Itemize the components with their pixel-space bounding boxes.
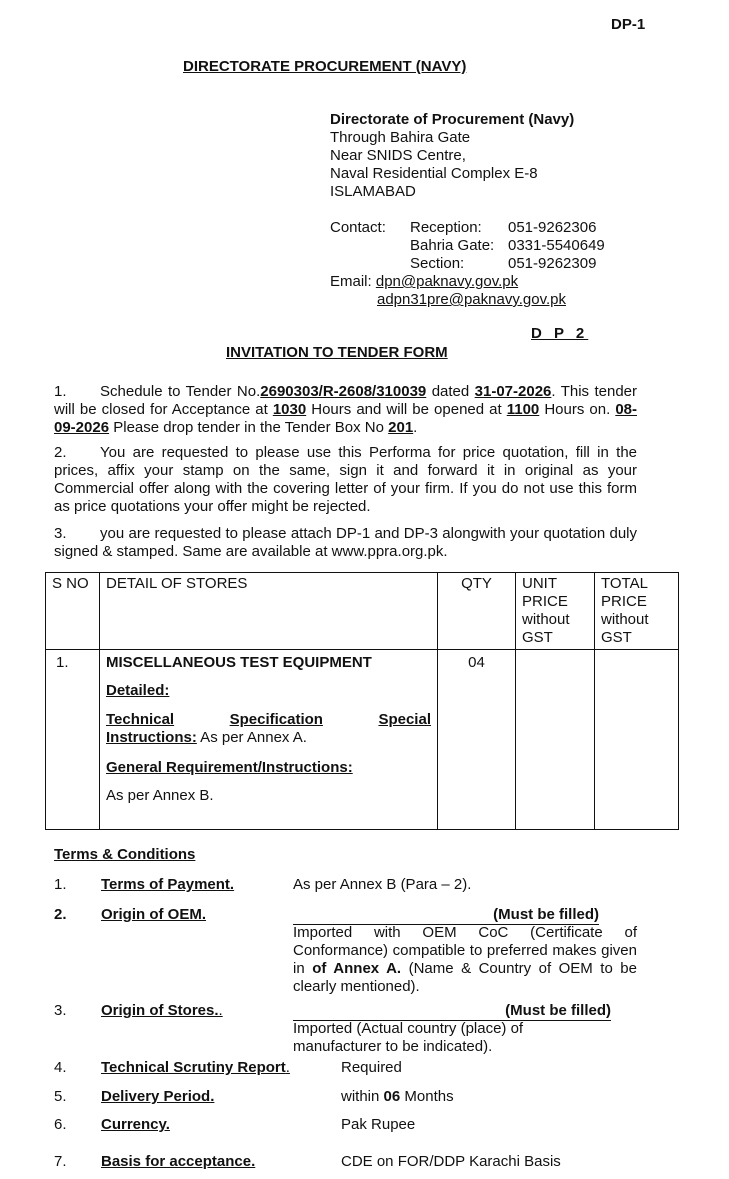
address-line: Naval Residential Complex E-8 [330, 165, 538, 182]
opening-date: 08-09-2026 [54, 401, 637, 436]
term-value-bold: of Annex A. [312, 960, 402, 977]
tech-spec-word: Technical [106, 711, 175, 728]
address-line: Near SNIDS Centre, [330, 147, 466, 164]
term-label: Currency. [101, 1116, 170, 1133]
row-qty: 04 [438, 650, 516, 830]
paragraph-2 [54, 444, 637, 516]
must-be-filled-note: (Must be filled) [493, 906, 599, 923]
contact-key: Bahria Gate: [410, 237, 495, 254]
tech-spec-word: Specification [229, 711, 323, 728]
table-row [46, 650, 679, 830]
item-name: MISCELLANEOUS TEST EQUIPMENT [106, 654, 372, 671]
term-value [293, 924, 637, 996]
term-value: CDE on FOR/DDP Karachi Basis [341, 1153, 561, 1170]
contact-key: Reception: [410, 219, 482, 236]
must-be-filled-note: (Must be filled) [505, 1002, 611, 1019]
term-number: 1. [54, 876, 67, 893]
column-header-sno: S NO [46, 573, 100, 650]
paragraph-1 [54, 383, 637, 437]
term-value: Imported (Actual country (place) of manufacturer to be indicated). [293, 1020, 524, 1055]
header-line: PRICE [522, 593, 568, 610]
paragraph-number: 1. [54, 383, 67, 400]
term-value [341, 1088, 454, 1106]
term-label: Terms of Payment. [101, 876, 235, 893]
term-value: Pak Rupee [341, 1116, 416, 1133]
column-header-total-price [595, 573, 679, 650]
form-code: D P 2 [531, 325, 589, 342]
row-sno: 1. [46, 650, 100, 830]
oem-origin-field[interactable] [293, 906, 599, 925]
column-header-qty: QTY [438, 573, 516, 650]
term-value-text: Months [400, 1088, 454, 1105]
tech-spec-value: As per Annex A. [196, 729, 307, 746]
email-link-secondary[interactable]: adpn31pre@paknavy.gov.pk [377, 291, 566, 308]
contact-value: 051-9262309 [508, 255, 597, 272]
para-text: Hours and will be opened at [306, 401, 507, 418]
term-value-text: Imported with OEM CoC (Certificate of Conformance) compatible to preferred makes given in [293, 924, 637, 977]
opening-time: 1100 [506, 401, 540, 418]
term-label: Origin of OEM. [101, 906, 206, 923]
paragraph-number: 2. [54, 444, 67, 461]
tender-date: 31-07-2026 [474, 383, 552, 400]
term-label-text: Origin of Stores. [101, 1002, 219, 1019]
term-label-suffix: . [218, 1002, 223, 1019]
header-line: without [601, 611, 649, 628]
terms-title: Terms & Conditions [54, 846, 196, 863]
term-value: Required [341, 1059, 402, 1076]
email-link-primary[interactable]: dpn@paknavy.gov.pk [375, 273, 519, 290]
term-number: 5. [54, 1088, 67, 1105]
tender-box-number: 201 [388, 419, 414, 436]
paragraph-3 [54, 525, 637, 561]
column-header-detail: DETAIL OF STORES [100, 573, 438, 650]
address-line: Through Bahira Gate [330, 129, 471, 146]
term-value-bold: 06 [383, 1088, 401, 1105]
term-label: Basis for acceptance. [101, 1153, 256, 1170]
header-line: PRICE [601, 593, 647, 610]
para-text: you are requested to please attach DP-1 and DP-3 alongwith your quotation duly signed & stamped. Same are available at www.ppra.org.pk. [54, 525, 637, 560]
tech-spec-word: Instructions: [106, 729, 197, 746]
header-line: TOTAL [601, 575, 648, 592]
general-requirement-label: General Requirement/Instructions: [106, 759, 353, 776]
term-label: Delivery Period. [101, 1088, 215, 1105]
contact-value: 0331-5540649 [508, 237, 605, 254]
header-title: DIRECTORATE PROCUREMENT (NAVY) [183, 58, 467, 75]
tech-spec-word: Special [378, 711, 431, 728]
stores-origin-field[interactable] [293, 1002, 611, 1021]
term-number: 7. [54, 1153, 67, 1170]
contact-key: Section: [410, 255, 465, 272]
header-line: GST [601, 629, 632, 646]
closing-time: 1030 [272, 401, 307, 418]
para-text: . This tender will be closed for Acceptance at [54, 383, 638, 418]
tech-spec-line [106, 711, 431, 729]
row-unit-price[interactable] [516, 650, 595, 830]
email-block [330, 273, 566, 309]
document-code: DP-1 [611, 16, 646, 33]
para-text: Hours on. [539, 401, 616, 418]
contact-value: 051-9262306 [508, 219, 597, 236]
tender-number: 2690303/R-2608/310039 [260, 383, 427, 400]
row-detail [100, 650, 438, 830]
tech-spec-value-line [106, 729, 431, 747]
general-requirement-value: As per Annex B. [106, 787, 214, 804]
header-line: GST [522, 629, 553, 646]
term-value-text: (Name & Country of OEM to be clearly mentioned). [293, 960, 637, 995]
term-label [101, 1059, 290, 1077]
para-text: Please drop tender in the Tender Box No [109, 419, 389, 436]
address-line: ISLAMABAD [330, 183, 416, 200]
contact-label: Contact: [330, 219, 386, 236]
paragraph-number: 3. [54, 525, 67, 542]
header-line: UNIT [522, 575, 557, 592]
stores-table [45, 572, 679, 830]
email-label: Email: [330, 273, 372, 290]
address-block [330, 111, 574, 201]
row-total-price[interactable] [595, 650, 679, 830]
term-value: As per Annex B (Para – 2). [293, 876, 472, 893]
term-number: 4. [54, 1059, 67, 1076]
term-number: 6. [54, 1116, 67, 1133]
header-line: without [522, 611, 570, 628]
term-label [101, 1002, 223, 1020]
term-number: 2. [54, 906, 67, 923]
para-text: . [413, 419, 418, 436]
term-label-text: Technical Scrutiny Report [101, 1059, 286, 1076]
para-text: dated [426, 383, 475, 400]
contact-block [330, 219, 605, 273]
term-value-text: within [341, 1088, 384, 1105]
para-text: You are requested to please use this Performa for price quotation, fill in the prices, affix your stamp on the same, sign it and forward it in original as your Commercial offer along with the covering letter of your firm. If you do not use this form as price quotations your offer might be rejected. [54, 444, 637, 515]
term-number: 3. [54, 1002, 67, 1019]
address-org: Directorate of Procurement (Navy) [330, 111, 575, 128]
form-title: INVITATION TO TENDER FORM [226, 344, 448, 361]
detailed-label: Detailed: [106, 682, 170, 699]
column-header-unit-price [516, 573, 595, 650]
term-label-suffix: . [285, 1059, 290, 1076]
para-text: Schedule to Tender No. [100, 383, 261, 400]
